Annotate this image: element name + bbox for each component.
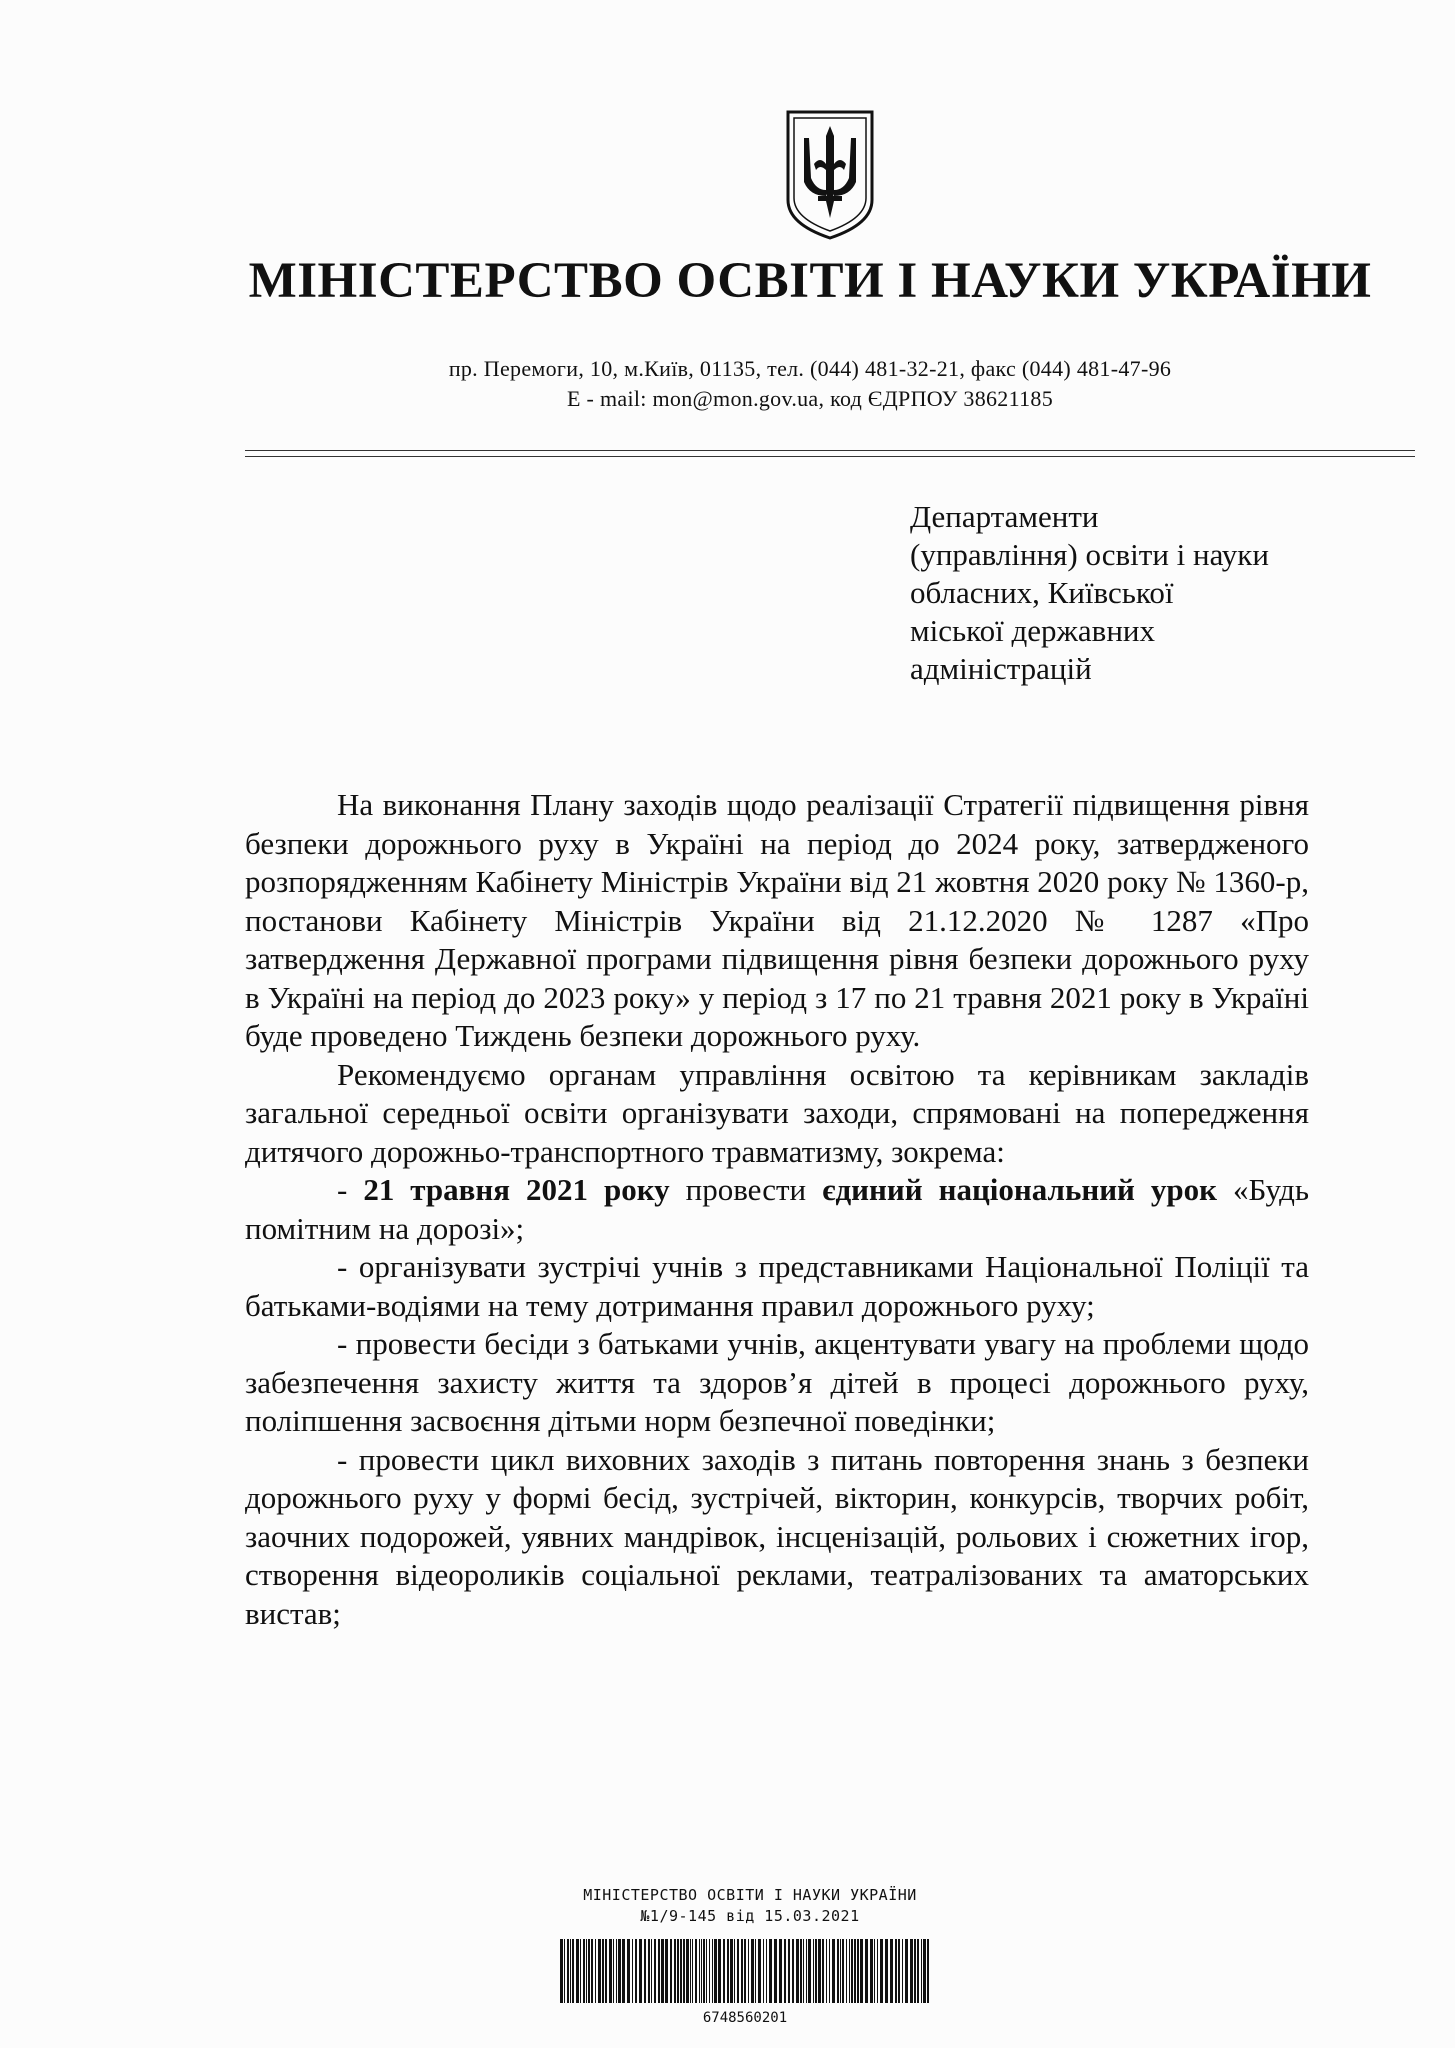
barcode-bar (857, 1939, 859, 2003)
list-item-parent-talks: - провести бесіди з батьками учнів, акцентувати увагу на проблеми щодо забезпечення захисту життя та здоров’я дітей в процесі дорожнього руху, поліпшення засвоєння дітьми норм безпечної поведінки; (245, 1326, 1309, 1438)
barcode-bar (677, 1939, 679, 2003)
barcode-bar (712, 1939, 713, 2003)
barcode-bar (686, 1939, 689, 2003)
stamp-ministry: МІНІСТЕРСТВО ОСВІТИ І НАУКИ УКРАЇНИ (583, 1886, 917, 1904)
barcode-bar (706, 1939, 707, 2003)
list-dash: - (337, 1172, 364, 1207)
barcode-bar (895, 1939, 897, 2003)
barcode-bar (822, 1939, 824, 2003)
barcode-bar (644, 1939, 646, 2003)
barcode-bar (846, 1939, 847, 2003)
recipient-line: (управління) освіти і науки (910, 537, 1269, 572)
paragraph-recommendation: Рекомендуємо органам управління освітою та керівникам закладів загальної середньої освіти організувати заходи, спрямовані на попередження дитячого дорожньо-транспортного травматизму, зокрема: (245, 1056, 1309, 1169)
barcode-bar (826, 1939, 827, 2003)
barcode-bar (602, 1939, 604, 2003)
barcode-bar (806, 1939, 807, 2003)
barcode-bar (885, 1939, 888, 2003)
barcode-bar (586, 1939, 587, 2003)
barcode-bar (927, 1939, 929, 2003)
barcode-bar (788, 1939, 790, 2003)
paragraph-intro: На виконання Плану заходів щодо реалізації Стратегії підвищення рівня безпеки дорожнього руху в Україні на період до 2024 року, затвердженого розпорядженням Кабінету Міністрів України від 21 жовтня 2020 року № 1360-р, постанови Кабінету Міністрів України від 21.12.2020 № 1287 «Про затвердження Державної програми підвищення рівня безпеки дорожнього руху в Україні на період до 2023 року» у період з 17 по 21 травня 2021 року в Україні буде проведено Тиждень безпеки дорожнього руху. (245, 787, 1309, 1053)
barcode-bar (699, 1939, 700, 2003)
barcode-bar (658, 1939, 660, 2003)
barcode-bar (670, 1939, 672, 2003)
barcode-bar (755, 1939, 756, 2003)
barcode-number: 6748560201 (702, 2010, 788, 2026)
barcode-bar (792, 1939, 794, 2003)
recipient-block (910, 498, 1370, 688)
list-text: провести (669, 1172, 823, 1207)
barcode-bar (890, 1939, 893, 2003)
recipient-line: адміністрацій (910, 651, 1092, 686)
barcode-bar (880, 1939, 883, 2003)
barcode-bar (680, 1939, 682, 2003)
barcode (560, 1939, 930, 2003)
barcode-bar (923, 1939, 926, 2003)
barcode-bar (674, 1939, 676, 2003)
list-text: «Будь помітним на дорозі»; (245, 1172, 1309, 1246)
barcode-bar (854, 1939, 856, 2003)
barcode-bar (632, 1939, 633, 2003)
barcode-bar (815, 1939, 817, 2003)
letter-body (245, 786, 1309, 1633)
barcode-bar (860, 1939, 863, 2003)
barcode-bar (648, 1939, 650, 2003)
barcode-bar (842, 1939, 844, 2003)
barcode-bar (690, 1939, 691, 2003)
registration-stamp (540, 1885, 960, 1927)
barcode-bar (744, 1939, 746, 2003)
barcode-bar (902, 1939, 903, 2003)
barcode-bar (917, 1939, 919, 2003)
barcode-bar (618, 1939, 621, 2003)
barcode-bar (591, 1939, 593, 2003)
barcode-bar (737, 1939, 739, 2003)
barcode-bar (808, 1939, 811, 2003)
barcode-bar (595, 1939, 596, 2003)
barcode-bar (803, 1939, 804, 2003)
barcode-bar (748, 1939, 749, 2003)
barcode-bar (758, 1939, 761, 2003)
barcode-bar (605, 1939, 607, 2003)
barcode-bar (714, 1939, 717, 2003)
list-item-police-meetings: - організувати зустрічі учнів з представниками Національної Поліції та батьками-водіями на тему дотримання правил дорожнього руху; (245, 1249, 1309, 1323)
bold-event: єдиний національний урок (822, 1172, 1218, 1207)
barcode-bar (665, 1939, 668, 2003)
barcode-bar (734, 1939, 735, 2003)
barcode-bar (851, 1939, 853, 2003)
ministry-email-code: E - mail: mon@mon.gov.ua, код ЄДРПОУ 38621185 (567, 386, 1053, 411)
barcode-bar (766, 1939, 767, 2003)
barcode-bar (865, 1939, 868, 2003)
barcode-bar (598, 1939, 601, 2003)
barcode-bar (730, 1939, 733, 2003)
barcode-bar (818, 1939, 821, 2003)
barcode-bar (800, 1939, 802, 2003)
barcode-bar (635, 1939, 637, 2003)
barcode-bar (905, 1939, 908, 2003)
barcode-bar (627, 1939, 630, 2003)
list-item-educational-events: - провести цикл виховних заходів з питань повторення знань з безпеки дорожнього руху у формі бесід, зустрічей, вікторин, конкурсів, творчих робіт, заочних подорожей, уявних мандрівок, інсценізацій, рольових і сюжетних ігор, створення відеороликів соціальної реклами, театралізованих та аматорських вистав; (245, 1441, 1309, 1631)
letterhead-divider-secondary (245, 456, 1415, 457)
barcode-bar (622, 1939, 625, 2003)
barcode-bar (837, 1939, 839, 2003)
barcode-bar (692, 1939, 693, 2003)
barcode-bar (576, 1939, 579, 2003)
recipient-line: обласних, Київської (910, 575, 1174, 610)
barcode-bar (583, 1939, 585, 2003)
recipient-line: міської державних (910, 613, 1156, 648)
barcode-bar (709, 1939, 710, 2003)
barcode-bar (874, 1939, 875, 2003)
barcode-bar (703, 1939, 705, 2003)
barcode-bar (613, 1939, 614, 2003)
barcode-bar (829, 1939, 830, 2003)
barcode-bar (796, 1939, 799, 2003)
barcode-bar (723, 1939, 725, 2003)
barcode-bar (769, 1939, 772, 2003)
barcode-bar (784, 1939, 786, 2003)
barcode-bar (718, 1939, 721, 2003)
barcode-bar (741, 1939, 743, 2003)
barcode-bar (898, 1939, 900, 2003)
barcode-bar (910, 1939, 913, 2003)
trident-coat-of-arms-icon (784, 108, 876, 242)
barcode-bar (849, 1939, 850, 2003)
barcode-bar (588, 1939, 590, 2003)
barcode-bar (921, 1939, 922, 2003)
barcode-bar (774, 1939, 777, 2003)
barcode-bar (751, 1939, 754, 2003)
barcode-bar (570, 1939, 571, 2003)
barcode-bar (639, 1939, 642, 2003)
barcode-bar (870, 1939, 873, 2003)
letterhead-divider (245, 450, 1415, 451)
barcode-bar (560, 1939, 563, 2003)
barcode-bar (727, 1939, 729, 2003)
barcode-bar (813, 1939, 814, 2003)
ministry-title: МІНІСТЕРСТВО ОСВІТИ І НАУКИ УКРАЇНИ (248, 253, 1372, 309)
barcode-bar (616, 1939, 617, 2003)
barcode-bar (661, 1939, 664, 2003)
ministry-address: пр. Перемоги, 10, м.Київ, 01135, тел. (044) 481-32-21, факс (044) 481-47-96 (448, 356, 1172, 381)
barcode-bar (695, 1939, 697, 2003)
bold-date: 21 травня 2021 року (363, 1172, 670, 1207)
barcode-bar (564, 1939, 565, 2003)
recipient-line: Департаменти (910, 499, 1099, 534)
barcode-bar (683, 1939, 685, 2003)
barcode-bar (763, 1939, 764, 2003)
barcode-bar (572, 1939, 574, 2003)
barcode-bar (654, 1939, 656, 2003)
barcode-bar (914, 1939, 916, 2003)
barcode-bar (701, 1939, 702, 2003)
barcode-bar (567, 1939, 569, 2003)
barcode-bar (779, 1939, 782, 2003)
barcode-bar (840, 1939, 841, 2003)
list-item-national-lesson (245, 1171, 1309, 1248)
barcode-bar (832, 1939, 835, 2003)
barcode-bar (877, 1939, 878, 2003)
barcode-bar (580, 1939, 581, 2003)
stamp-reg-number: №1/9-145 від 15.03.2021 (640, 1907, 860, 1925)
barcode-bar (609, 1939, 612, 2003)
barcode-bar (651, 1939, 652, 2003)
